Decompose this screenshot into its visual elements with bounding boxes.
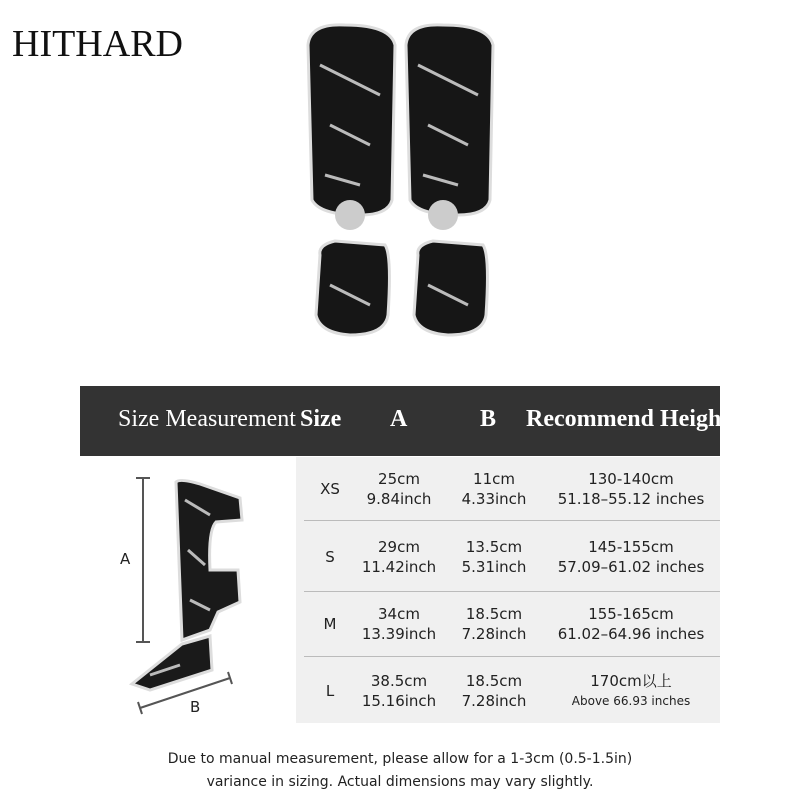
left-shin-guard <box>308 25 395 335</box>
product-image-shin-guards <box>300 15 500 345</box>
row-divider <box>304 520 720 521</box>
cell-height-inch: 57.09–61.02 inches <box>557 558 705 576</box>
size-table-header <box>80 386 730 456</box>
cell-height-cm: 145-155cm <box>588 538 674 556</box>
cell-size: S <box>325 548 335 566</box>
cell-a-inch: 11.42inch <box>361 558 437 576</box>
row-divider <box>304 656 720 657</box>
header-b: B <box>480 406 497 432</box>
cell-b-cm: 11cm <box>473 470 515 488</box>
cell-b-inch: 7.28inch <box>461 692 527 710</box>
cell-b-inch: 5.31inch <box>461 558 527 576</box>
cell-size: M <box>323 615 337 633</box>
cell-size: L <box>325 682 335 700</box>
cell-b-inch: 4.33inch <box>461 490 527 508</box>
diagram-label-b: B <box>190 698 201 716</box>
row-divider <box>304 591 720 592</box>
brand-logo: HITHARD <box>12 23 183 65</box>
cell-height-cm: 155-165cm <box>588 605 674 623</box>
cell-a-inch: 13.39inch <box>361 625 437 643</box>
cell-b-inch: 7.28inch <box>461 625 527 643</box>
header-size-measurement: Size Measurement <box>118 406 296 432</box>
cell-b-cm: 13.5cm <box>465 538 523 556</box>
cell-b-cm: 18.5cm <box>465 605 523 623</box>
header-recommend-height: Recommend Height <box>526 406 730 432</box>
cell-height-inch: 51.18–55.12 inches <box>557 490 705 508</box>
note-line-1: Due to manual measurement, please allow for a 1-3cm (0.5-1.5in) <box>167 751 633 767</box>
header-a: A <box>390 406 408 432</box>
measurement-diagram <box>110 470 290 725</box>
diagram-label-a: A <box>120 550 131 568</box>
cell-a-cm: 38.5cm <box>370 672 428 690</box>
right-shin-guard <box>406 25 493 335</box>
cell-a-inch: 9.84inch <box>366 490 432 508</box>
cell-a-cm: 25cm <box>378 470 420 488</box>
cell-height-inch: 61.02–64.96 inches <box>557 625 705 643</box>
cell-a-cm: 29cm <box>378 538 420 556</box>
header-size: Size <box>300 406 342 432</box>
cell-height-cm: 170cm以上 <box>590 672 672 690</box>
cell-b-cm: 18.5cm <box>465 672 523 690</box>
note-line-2: variance in sizing. Actual dimensions may vary slightly. <box>206 774 594 790</box>
cell-height-inch: Above 66.93 inches <box>571 694 691 708</box>
cell-size: XS <box>320 480 340 498</box>
cell-a-cm: 34cm <box>378 605 420 623</box>
measurement-note <box>0 748 800 794</box>
cell-a-inch: 15.16inch <box>361 692 437 710</box>
size-table-body <box>296 457 720 723</box>
cell-height-cm: 130-140cm <box>588 470 674 488</box>
